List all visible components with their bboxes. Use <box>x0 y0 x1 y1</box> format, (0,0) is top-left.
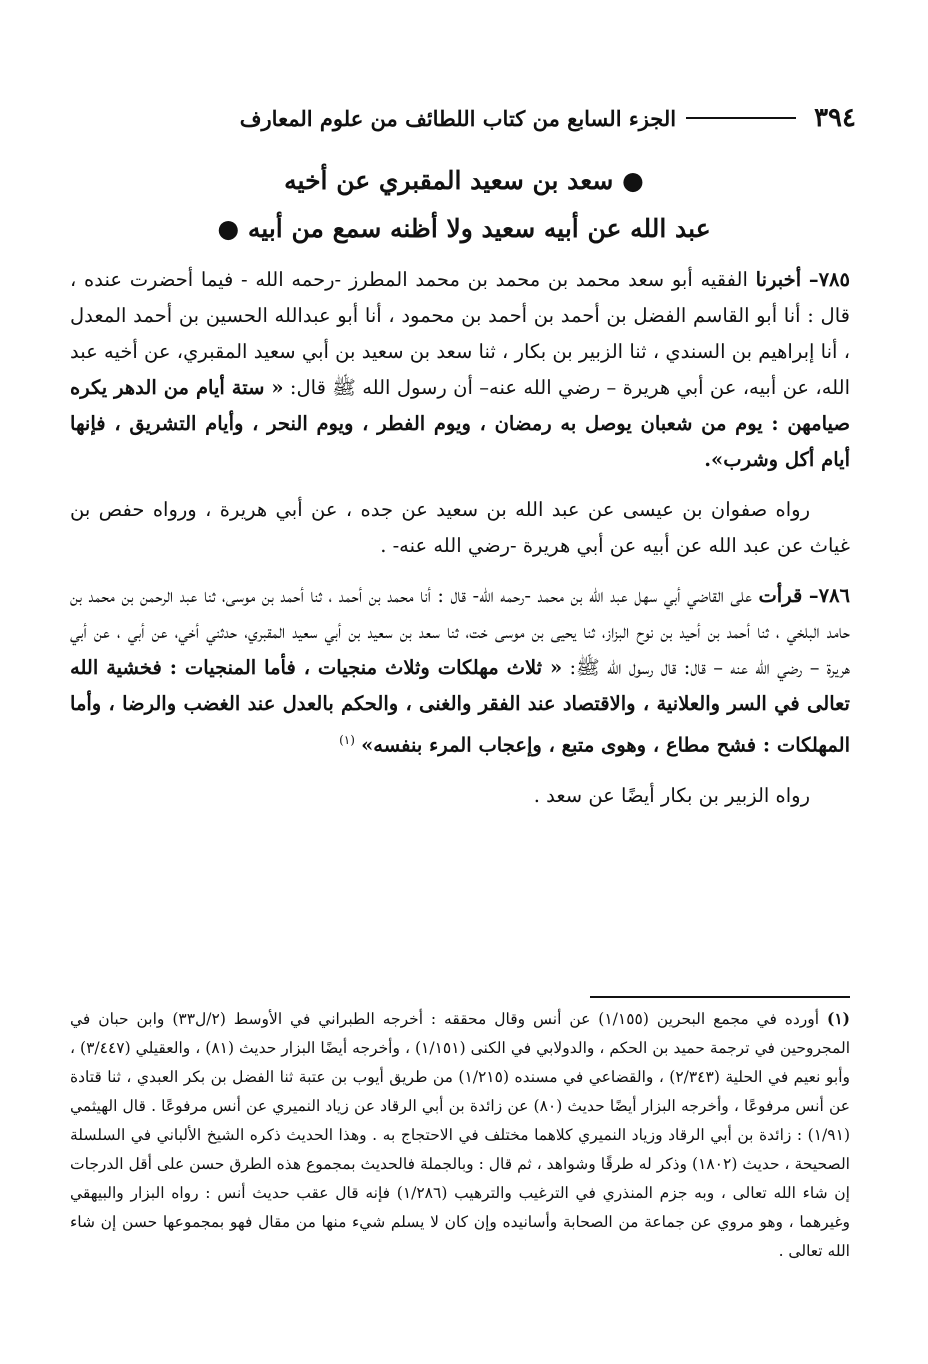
hadith-lead: قرأت <box>758 584 803 607</box>
hadith-lead: أخبرنا <box>755 268 802 291</box>
page-header <box>72 98 856 138</box>
hadith-number: ٧٨٦– <box>808 584 851 607</box>
hadith-785 <box>70 262 850 478</box>
footnote <box>70 1004 850 1266</box>
main-text <box>70 262 850 814</box>
riwaya-note-785: رواه صفوان بن عيسى عن عبد الله بن سعيد عن جده ، عن أبي هريرة ، ورواه حفص بن غياث عن عبد الله عن أبيه عن أبي هريرة -رضي الله عنه- . <box>70 498 850 557</box>
footnote-reference: (١) <box>339 733 355 747</box>
running-title: الجزء السابع من كتاب اللطائف من علوم المعارف <box>239 105 677 131</box>
section-heading-line-1: ● سعد بن سعيد المقبري عن أخيه <box>284 166 644 195</box>
footnote-separator <box>590 996 850 998</box>
hadith-786 <box>70 578 850 764</box>
header-rule <box>686 117 796 119</box>
hadith-matn: « ستة أيام من الدهر يكره صيامهن : يوم من شعبان يوصل به رمضان ، ويوم الفطر ، ويوم النحر ، وأيام التشريق ، فإنها أيام أكل وشرب». <box>70 376 850 471</box>
footnote-number: (١) <box>826 1009 850 1028</box>
hadith-isnad: على القاضي أبي سهل عبد الله بن محمد -رحمه الله- قال : أنا محمد بن أحمد ، ثنا أحمد بن موسى، ثنا عبد الرحمن بن محمد بن حامد البلخي ، ثنا أحمد بن أحيد بن نوح البزاز، ثنا يحيى بن موسى خت، ثنا سعد بن سعيد بن أبي سعيد المقبري، حدثني أخي، عن أبي ، عن أبي هريرة – رضي الله عنه – قال: قال رسول الله ﷺ: <box>70 584 850 679</box>
hadith-number: ٧٨٥– <box>808 268 850 291</box>
section-heading-line-2: عبد الله عن أبيه سعيد ولا أظنه سمع من أبيه ● <box>217 214 711 243</box>
hadith-matn: « ثلاث مهلكات وثلاث منجيات ، فأما المنجيات : فخشية الله تعالى في السر والعلانية ، والاقتصاد عند الفقر والغنى ، والحكم بالعدل عند الغضب والرضا ، وأما المهلكات : فشح مطاع ، وهوى متبع ، وإعجاب المرء بنفسه» <box>70 656 850 757</box>
page-number: ٣٩٤ <box>814 103 856 133</box>
hadith-isnad: الفقيه أبو سعد محمد بن محمد بن محمد المطرز -رحمه الله - فيما أحضرت عنده ، قال : أنا أبو القاسم الفضل بن أحمد بن أحمد بن محمود ، أنا أبو عبدالله الحسين بن أحمد المعدل ، أنا إبراهيم بن السندي ، ثنا الزبير بن بكار ، ثنا سعد بن سعيد بن أبي سعيد المقبري، عن أخيه عبد الله، عن أبيه، عن أبي هريرة – رضي الله عنه– أن رسول الله ﷺ قال: <box>70 268 850 399</box>
riwaya-note-786: رواه الزبير بن بكار أيضًا عن سعد . <box>533 783 810 807</box>
footnote-text: أورده في مجمع البحرين (١/١٥٥) عن أنس وقال محققه : أخرجه الطبراني في الأوسط (٢/ل٣٣) وابن حبان في المجروحين في ترجمة حميد بن الحكم ، والدولابي في الكنى (١/١٥١) ، وأخرجه أيضًا البزار حديث (٨١) ، والعقيلي (٣/٤٤٧) ، وأبو نعيم في الحلية (٢/٣٤٣) ، والقضاعي في مسنده (١/٢١٥) من طريق أيوب بن عتبة ثنا الفضل بن بكر العبدي ، ثنا قتادة عن أنس مرفوعًا ، وأخرجه البزار أيضًا حديث (٨٠) عن زائدة بن أبي الرقاد عن زياد النميري عن أنس مرفوعًا . قال الهيثمي (١/٩١) : زائدة بن أبي الرقاد وزياد النميري كلاهما مختلف في الاحتجاج به . وهذا الحديث ذكره الشيخ الألباني في السلسلة الصحيحة ، حديث (١٨٠٢) وذكر له طرقًا وشواهد ، ثم قال : وبالجملة فالحديث بمجموع هذه الطرق حسن على أقل الدرجات إن شاء الله تعالى ، وبه جزم المنذري في الترغيب والترهيب (١/٢٨٦) فإنه قال عقب حديث أنس : رواه البزار والبيهقي وغيرهما ، وهو مروي عن جماعة من الصحابة وأسانيده وإن كان لا يسلم شيء منها من مقال فهو بمجموعها حسن إن شاء الله تعالى . <box>70 1010 850 1260</box>
